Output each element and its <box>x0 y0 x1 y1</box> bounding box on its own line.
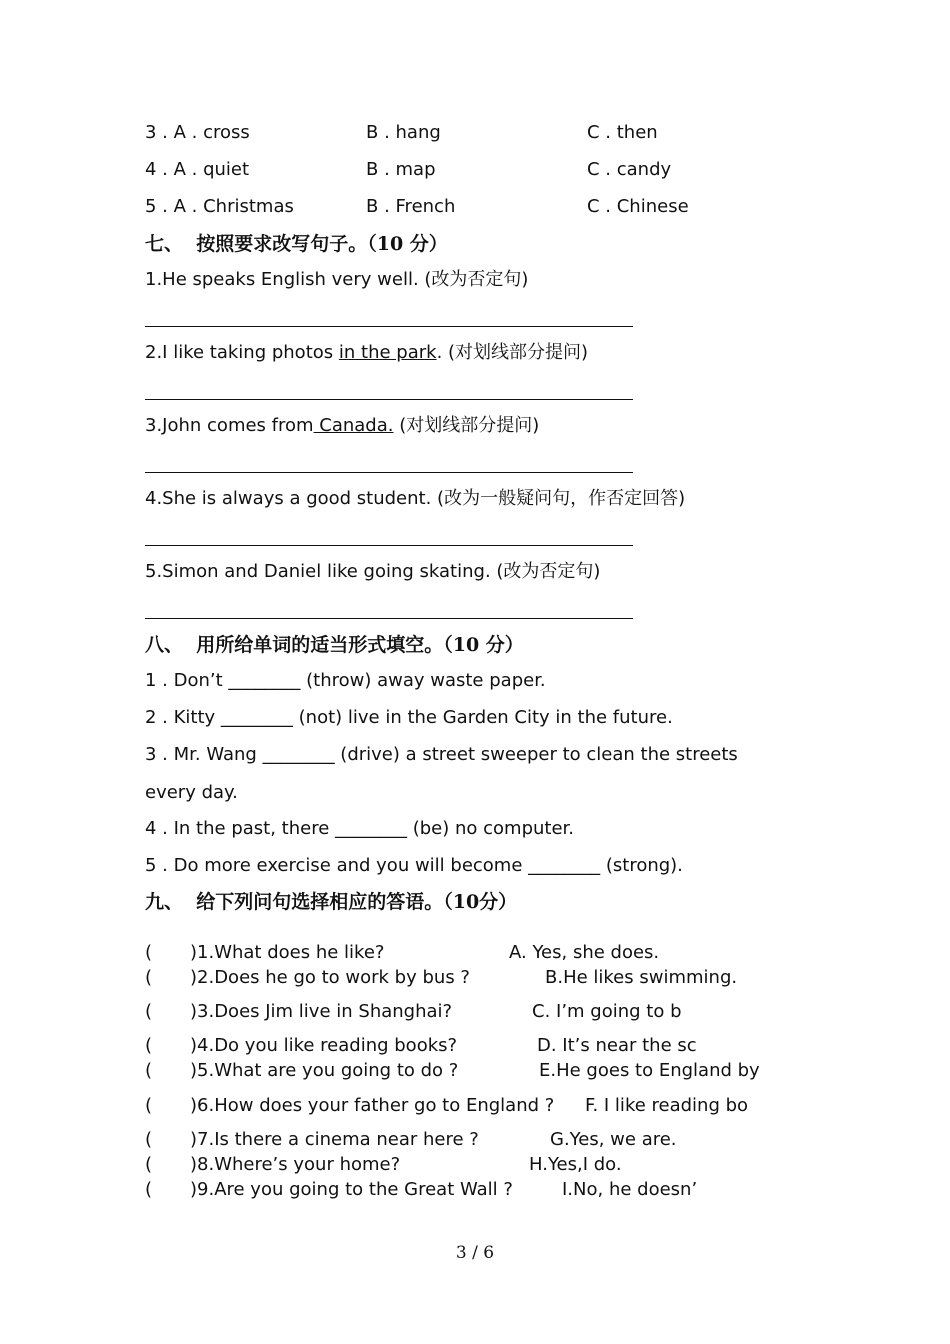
s9-question-5: )5.What are you going to do ? <box>190 1060 459 1081</box>
s9-question-6: )6.How does your father go to England ? <box>190 1095 555 1116</box>
s9-paren-6[interactable]: ( <box>145 1095 153 1116</box>
choice-4-a: 4 . A . quiet <box>145 159 250 180</box>
s8-question-4: 4 . In the past, there ________ (be) no computer. <box>145 818 575 839</box>
s7-q3-text: 3.John comes from <box>145 415 314 436</box>
s9-question-3: )3.Does Jim live in Shanghai? <box>190 1001 453 1022</box>
s7-q2-text: 2.I like taking photos <box>145 342 339 363</box>
choice-4-b: B . map <box>366 159 436 180</box>
s7-answer-line-5[interactable] <box>145 618 633 619</box>
s9-answer-g: G.Yes, we are. <box>550 1129 677 1150</box>
s9-paren-5[interactable]: ( <box>145 1060 153 1081</box>
s8-question-5: 5 . Do more exercise and you will become ________ (strong). <box>145 855 683 876</box>
s9-question-8: )8.Where’s your home? <box>190 1154 401 1175</box>
s7-answer-line-4[interactable] <box>145 545 633 546</box>
s8-question-3-cont: every day. <box>145 782 238 803</box>
choice-3-a: 3 . A . cross <box>145 122 250 143</box>
s9-question-7: )7.Is there a cinema near here ? <box>190 1129 479 1150</box>
s9-answer-f: F. I like reading bo <box>585 1095 749 1116</box>
s9-paren-3[interactable]: ( <box>145 1001 153 1022</box>
s9-answer-e: E.He goes to England by <box>539 1060 760 1081</box>
choice-5-a: 5 . A . Christmas <box>145 196 294 217</box>
choice-4-c: C . candy <box>587 159 672 180</box>
s7-question-5: 5.Simon and Daniel like going skating. (改为否定句) <box>145 561 601 582</box>
page-number: 3 / 6 <box>455 1243 495 1263</box>
s8-question-3: 3 . Mr. Wang ________ (drive) a street sweeper to clean the streets <box>145 744 738 765</box>
s9-answer-b: B.He likes swimming. <box>545 967 738 988</box>
s7-question-2 <box>145 341 588 365</box>
s7-q2-underlined: in the park <box>338 342 437 363</box>
section-7-title: 七、 按照要求改写句子。（10 分） <box>145 233 448 255</box>
s8-question-1: 1 . Don’t ________ (throw) away waste paper. <box>145 670 546 691</box>
s9-paren-4[interactable]: ( <box>145 1035 153 1056</box>
s9-answer-h: H.Yes,I do. <box>529 1154 622 1175</box>
s9-question-4: )4.Do you like reading books? <box>190 1035 458 1056</box>
section-9-title: 九、 给下列问句选择相应的答语。（10分） <box>145 891 518 913</box>
s7-question-4: 4.She is always a good student. (改为一般疑问句，作否定回答) <box>145 488 686 509</box>
s9-question-2: )2.Does he go to work by bus ? <box>190 967 470 988</box>
s9-paren-9[interactable]: ( <box>145 1179 153 1200</box>
s9-answer-i: I.No, he doesn’ <box>562 1179 698 1200</box>
s7-q2-instruction: . (对划线部分提问) <box>436 342 589 363</box>
s9-paren-1[interactable]: ( <box>145 942 153 963</box>
s8-question-2: 2 . Kitty ________ (not) live in the Garden City in the future. <box>145 707 673 728</box>
choice-3-b: B . hang <box>366 122 441 143</box>
s9-paren-8[interactable]: ( <box>145 1154 153 1175</box>
s7-answer-line-2[interactable] <box>145 399 633 400</box>
choice-5-c: C . Chinese <box>587 196 689 217</box>
section-8-title: 八、 用所给单词的适当形式填空。（10 分） <box>145 634 524 656</box>
s7-q3-underlined: Canada. <box>313 415 394 436</box>
s9-paren-7[interactable]: ( <box>145 1129 153 1150</box>
s9-question-1: )1.What does he like? <box>190 942 385 963</box>
choice-5-b: B . French <box>366 196 456 217</box>
s7-question-3 <box>145 414 539 438</box>
s7-question-1: 1.He speaks English very well. (改为否定句) <box>145 269 529 290</box>
s9-answer-a: A. Yes, she does. <box>509 942 660 963</box>
choice-3-c: C . then <box>587 122 658 143</box>
s9-paren-2[interactable]: ( <box>145 967 153 988</box>
s9-answer-c: C. I’m going to b <box>532 1001 682 1022</box>
s7-q3-instruction: (对划线部分提问) <box>393 415 540 436</box>
s7-answer-line-1[interactable] <box>145 326 633 327</box>
s7-answer-line-3[interactable] <box>145 472 633 473</box>
s9-answer-d: D. It’s near the sc <box>537 1035 697 1056</box>
s9-question-9: )9.Are you going to the Great Wall ? <box>190 1179 513 1200</box>
